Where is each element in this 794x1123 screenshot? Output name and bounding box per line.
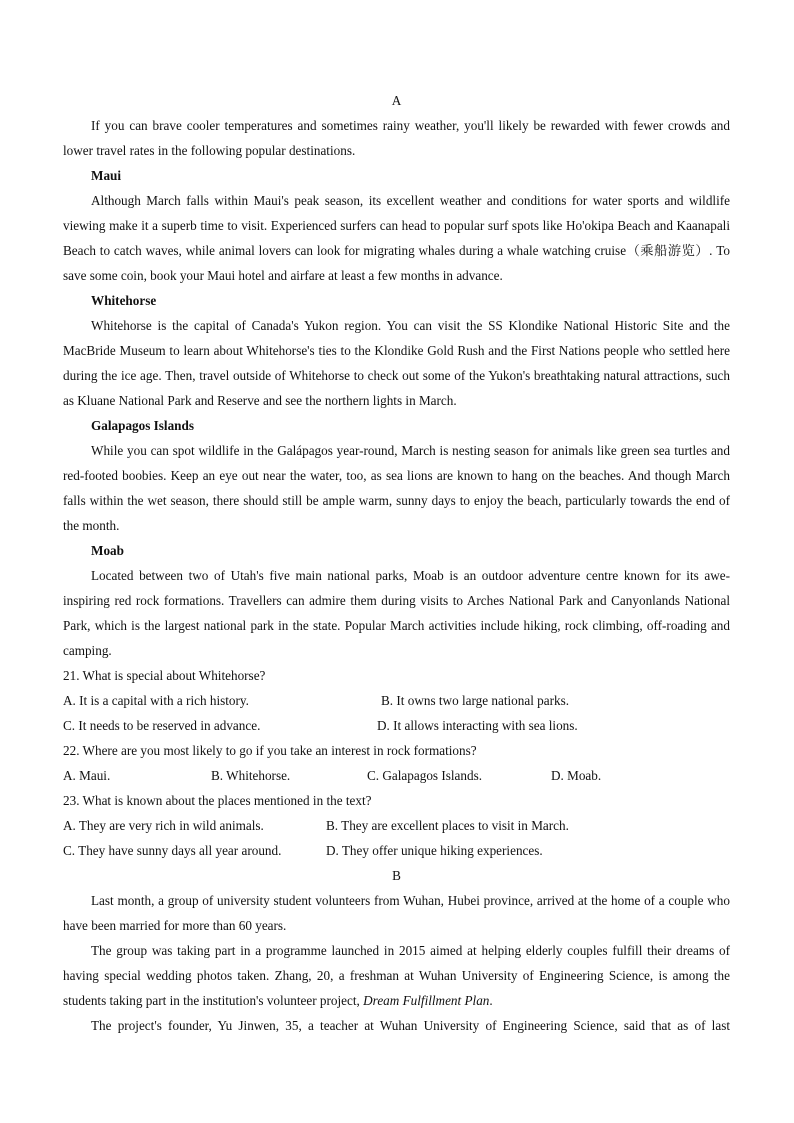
passage-b-paragraph-2 xyxy=(63,938,730,1013)
question-22-options-row xyxy=(63,763,730,788)
section-heading-whitehorse: Whitehorse xyxy=(91,293,157,308)
option-23-a[interactable]: A. They are very rich in wild animals. xyxy=(63,818,264,833)
question-23-stem: 23. What is known about the places mentioned in the text? xyxy=(63,793,372,808)
passage-a-intro: If you can brave cooler temperatures and sometimes rainy weather, you'll likely be rewarded with fewer crowds and lower travel rates in the following popular destinations. xyxy=(63,118,730,158)
option-22-c[interactable]: C. Galapagos Islands. xyxy=(367,768,483,783)
question-23-options-row1 xyxy=(63,813,730,838)
option-21-a[interactable]: A. It is a capital with a rich history. xyxy=(63,693,249,708)
section-heading-galapagos: Galapagos Islands xyxy=(91,418,194,433)
option-22-d[interactable]: D. Moab. xyxy=(551,768,602,783)
question-21-options-row1 xyxy=(63,688,730,713)
section-text-moab: Located between two of Utah's five main national parks, Moab is an outdoor adventure centre known for its awe-inspiring red rock formations. Travellers can admire them during visits to Arches National Park and Canyonlands National Park, which is the largest national park in the state. Popular March activities include hiking, rock climbing, off-roading and camping. xyxy=(63,568,730,658)
passage-b-paragraph-3: The project's founder, Yu Jinwen, 35, a teacher at Wuhan University of Engineering Science, said that as of last xyxy=(91,1018,730,1033)
option-22-a[interactable]: A. Maui. xyxy=(63,768,111,783)
option-21-d[interactable]: D. It allows interacting with sea lions. xyxy=(377,718,578,733)
project-name: Dream Fulfillment Plan xyxy=(363,993,490,1008)
question-21-options-row2 xyxy=(63,713,730,738)
section-heading-moab: Moab xyxy=(91,543,124,558)
question-22-stem: 22. Where are you most likely to go if you take an interest in rock formations? xyxy=(63,743,477,758)
question-21-stem: 21. What is special about Whitehorse? xyxy=(63,668,266,683)
option-21-b[interactable]: B. It owns two large national parks. xyxy=(381,693,570,708)
passage-b-label: B xyxy=(392,868,401,883)
passage-b-paragraph-2-text: The group was taking part in a programme launched in 2015 aimed at helping elderly couples fulfill their dreams of having special wedding photos taken. Zhang, 20, a freshman at Wuhan University of Engineering Science, is among the students taking part in the institution's volunteer project, xyxy=(63,943,730,1008)
passage-a-label: A xyxy=(391,93,402,108)
option-23-d[interactable]: D. They offer unique hiking experiences. xyxy=(326,843,543,858)
section-text-galapagos: While you can spot wildlife in the Galápagos year-round, March is nesting season for animals like green sea turtles and red-footed boobies. Keep an eye out near the water, too, as sea lions are known to hang on the beaches. And though March falls within the wet season, there should still be ample warm, sunny days to enjoy the beach, particularly towards the end of the month. xyxy=(63,443,730,533)
section-text-maui: Although March falls within Maui's peak season, its excellent weather and conditions for water sports and wildlife viewing make it a superb time to visit. Experienced surfers can head to popular surf spots like Ho'okipa Beach and Kaanapali Beach to catch waves, while animal lovers can look for migrating whales during a whale watching cruise（乘船游览）. To save some coin, book your Maui hotel and airfare at least a few months in advance. xyxy=(63,193,730,283)
passage-b-paragraph-2-end: . xyxy=(489,993,493,1008)
document-page xyxy=(63,88,730,1038)
section-heading-maui: Maui xyxy=(91,168,122,183)
option-22-b[interactable]: B. Whitehorse. xyxy=(211,768,291,783)
option-21-c[interactable]: C. It needs to be reserved in advance. xyxy=(63,718,261,733)
section-text-whitehorse: Whitehorse is the capital of Canada's Yukon region. You can visit the SS Klondike National Historic Site and the MacBride Museum to learn about Whitehorse's ties to the Klondike Gold Rush and the First Nations people who settled here during the ice age. Then, travel outside of Whitehorse to check out some of the Yukon's breathtaking natural attractions, such as Kluane National Park and Reserve and see the northern lights in March. xyxy=(63,318,730,408)
passage-b-paragraph-1: Last month, a group of university student volunteers from Wuhan, Hubei province, arrived at the home of a couple who have been married for more than 60 years. xyxy=(63,893,730,933)
question-23-options-row2 xyxy=(63,838,730,863)
option-23-b[interactable]: B. They are excellent places to visit in March. xyxy=(326,818,569,833)
option-23-c[interactable]: C. They have sunny days all year around. xyxy=(63,843,282,858)
